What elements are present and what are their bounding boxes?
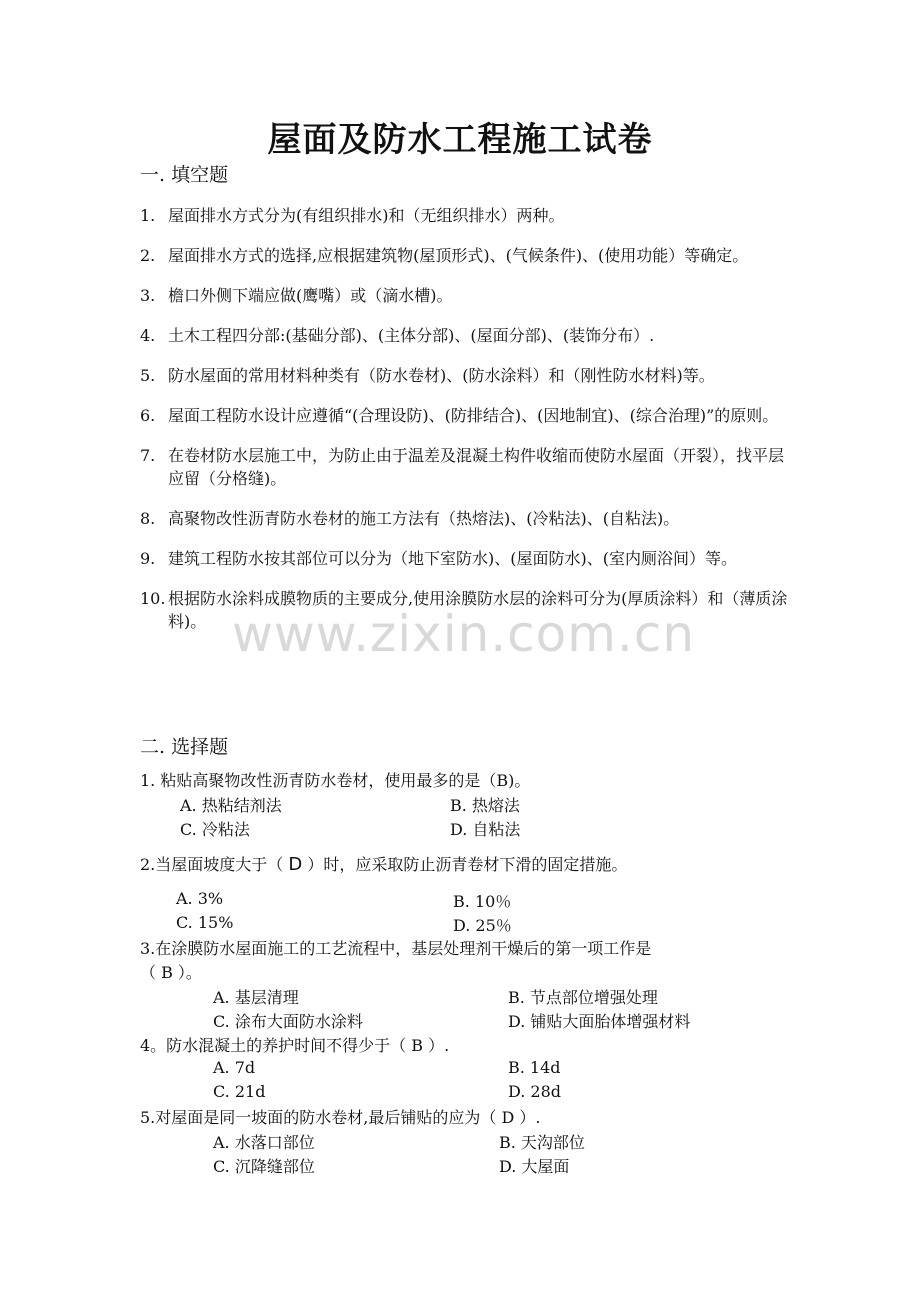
option-c: C. 15% (176, 913, 234, 932)
option-c: C. 沉降缝部位 (213, 1157, 315, 1176)
option-d: D. 28d (508, 1082, 562, 1101)
list-item (140, 324, 790, 347)
option-c: C. 冷粘法 (180, 820, 250, 839)
fill-blank-list (140, 204, 790, 633)
item-text: 根据防水涂料成膜物质的主要成分,使用涂膜防水层的涂料可分为(厚质涂料）和（薄质涂料)。 (168, 589, 788, 631)
option-b: B. 节点部位增强处理 (508, 988, 658, 1007)
choice-question-3 (140, 936, 800, 1032)
option-c: C. 21d (213, 1082, 266, 1101)
item-number: 1. (140, 206, 156, 225)
option-a: A. 7d (213, 1058, 256, 1077)
item-text: 土木工程四分部:(基础分部)、(主体分部)、(屋面分部)、(装饰分布）. (168, 326, 655, 345)
list-item (140, 204, 790, 227)
item-number: 9. (140, 549, 156, 568)
answer-letter: D (288, 854, 303, 875)
list-item (140, 244, 790, 267)
item-number: 10. (140, 589, 166, 608)
option-b: B. 热熔法 (450, 796, 520, 815)
question-text: 4。防水混凝土的养护时间不得少于（ B ）. (140, 1036, 450, 1055)
question-suffix: ）时，应采取防止沥青卷材下滑的固定措施。 (302, 855, 628, 874)
item-text: 高聚物改性沥青防水卷材的施工方法有（热熔法)、(冷粘法)、(自粘法)。 (168, 509, 680, 528)
list-item (140, 364, 790, 387)
choice-question-4 (140, 1033, 800, 1105)
section-heading-fill-blanks: 一. 填空题 (140, 164, 229, 186)
page-title: 屋面及防水工程施工试卷 (267, 120, 653, 160)
item-text: 屋面排水方式分为(有组织排水)和（无组织排水）两种。 (168, 206, 565, 225)
item-number: 2. (140, 246, 156, 265)
item-number: 8. (140, 509, 156, 528)
section-heading-multiple-choice: 二. 选择题 (140, 736, 229, 758)
option-d: D. 自粘法 (450, 820, 521, 839)
question-text: 5.对屋面是同一坡面的防水卷材,最后铺贴的应为（ D ）. (140, 1108, 541, 1127)
question-text: 1. 粘贴高聚物改性沥青防水卷材，使用最多的是（B)。 (140, 771, 531, 790)
option-b: B. 天沟部位 (499, 1133, 585, 1152)
list-item (140, 547, 790, 570)
option-d: D. 大屋面 (499, 1157, 570, 1176)
item-text: 屋面工程防水设计应遵循“(合理设防)、(防排结合)、(因地制宜)、(综合治理)”的原则。 (168, 406, 779, 425)
option-d: D. 铺贴大面胎体增强材料 (508, 1012, 691, 1031)
item-number: 7. (140, 446, 156, 465)
item-text: 建筑工程防水按其部位可以分为（地下室防水)、(屋面防水)、(室内厕浴间）等。 (168, 549, 737, 568)
option-a: A. 热粘结剂法 (180, 796, 282, 815)
item-number: 6. (140, 406, 156, 425)
question-text-continued: （ B ）。 (140, 963, 202, 982)
list-item (140, 507, 790, 530)
choice-question-2 (140, 852, 800, 934)
option-b: B. 14d (508, 1058, 561, 1077)
item-text: 檐口外侧下端应做(鹰嘴）或（滴水槽)。 (168, 286, 453, 305)
choice-question-5 (140, 1105, 800, 1177)
option-a: A. 基层清理 (213, 988, 299, 1007)
option-c: C. 涂布大面防水涂料 (213, 1012, 363, 1031)
item-number: 5. (140, 366, 156, 385)
list-item (140, 444, 790, 490)
item-text: 屋面排水方式的选择,应根据建筑物(屋顶形式)、(气候条件)、(使用功能）等确定。 (168, 246, 749, 265)
item-text: 在卷材防水层施工中，为防止由于温差及混凝土构件收缩而使防水屋面（开裂），找平层应留（分格缝)。 (168, 446, 785, 488)
choice-question-1 (140, 768, 800, 838)
option-a: A. 水落口部位 (213, 1133, 315, 1152)
option-b: B. 10％ (453, 892, 512, 911)
list-item (140, 404, 790, 427)
item-number: 3. (140, 286, 156, 305)
list-item (140, 284, 790, 307)
question-text: 3.在涂膜防水屋面施工的工艺流程中，基层处理剂干燥后的第一项工作是 (140, 939, 652, 958)
question-prefix: 2.当屋面坡度大于（ (140, 855, 289, 874)
option-d: D. 25％ (453, 916, 512, 935)
item-number: 4. (140, 326, 156, 345)
option-a: A. 3% (176, 889, 224, 908)
question-text (140, 852, 627, 875)
item-text: 防水屋面的常用材料种类有（防水卷材)、(防水涂料）和（刚性防水材料)等。 (168, 366, 715, 385)
watermark: www.zixin.com.cn (232, 605, 696, 663)
